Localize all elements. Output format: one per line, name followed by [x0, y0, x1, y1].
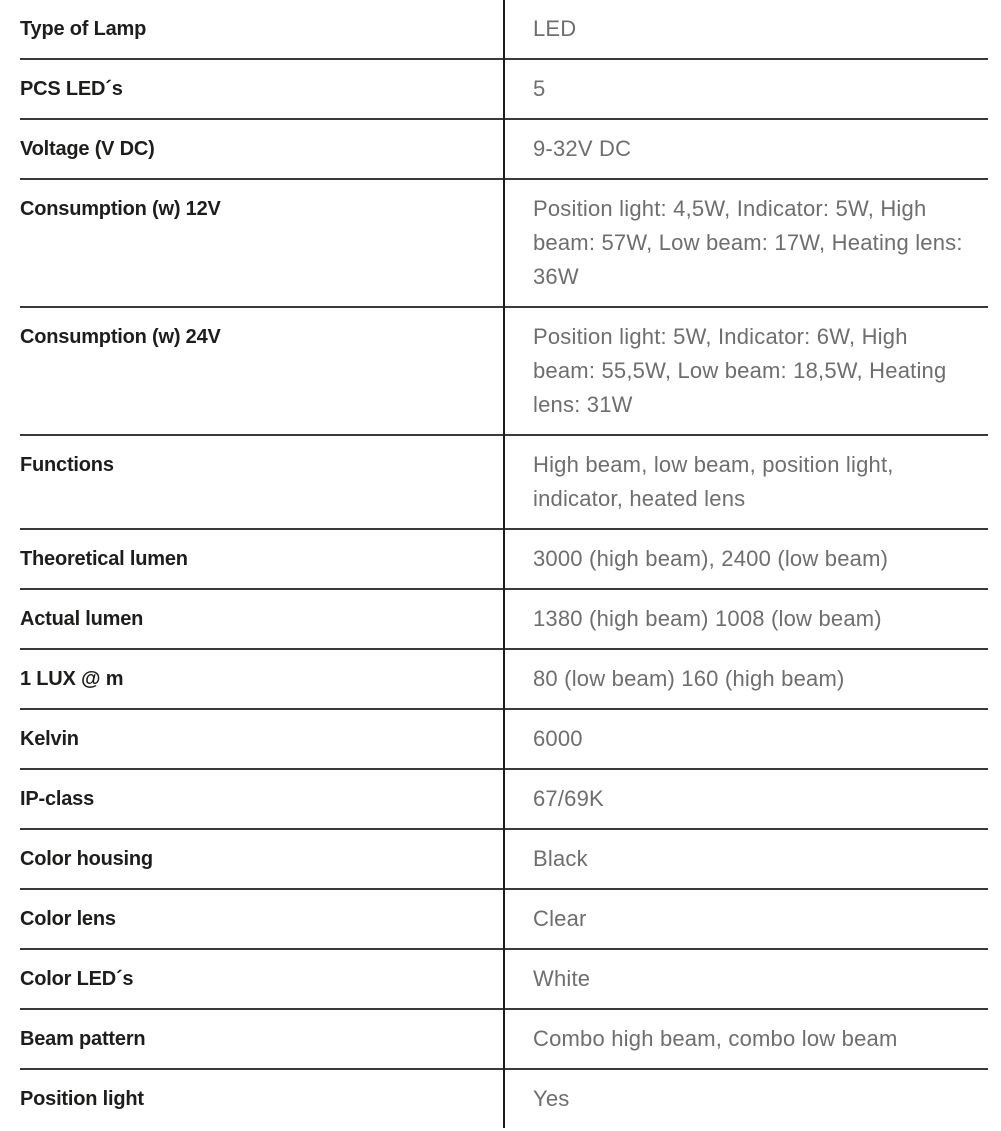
spec-value-cell	[503, 448, 973, 516]
spec-value-cell	[503, 192, 973, 294]
spec-label: Consumption (w) 24V	[20, 326, 221, 348]
spec-label: Theoretical lumen	[20, 548, 188, 570]
spec-label: Color housing	[20, 848, 153, 870]
spec-value-cell	[503, 842, 588, 876]
spec-value-cell	[503, 12, 576, 46]
spec-label: PCS LED´s	[20, 78, 123, 100]
spec-value-cell	[503, 602, 882, 636]
spec-value-cell	[503, 320, 973, 422]
spec-value-cell	[503, 1022, 898, 1056]
spec-value-cell	[503, 722, 583, 756]
spec-value-cell	[503, 542, 888, 576]
spec-label: Voltage (V DC)	[20, 138, 155, 160]
spec-label: Position light	[20, 1088, 144, 1110]
spec-value: High beam, low beam, position light, indicator, heated lens	[533, 452, 894, 511]
spec-value: Combo high beam, combo low beam	[533, 1026, 898, 1051]
spec-value-cell	[503, 782, 604, 816]
spec-value-cell	[503, 72, 545, 106]
spec-value-cell	[503, 962, 590, 996]
spec-label: Consumption (w) 12V	[20, 198, 221, 220]
spec-label: Type of Lamp	[20, 18, 147, 40]
spec-value: 3000 (high beam), 2400 (low beam)	[533, 546, 889, 571]
spec-value: 9-32V DC	[533, 136, 632, 161]
spec-value: 6000	[533, 726, 583, 751]
spec-label: Kelvin	[20, 728, 79, 750]
spec-value: Black	[533, 846, 588, 871]
spec-value: 67/69K	[533, 786, 604, 811]
spec-label: Functions	[20, 454, 114, 476]
spec-value: 80 (low beam) 160 (high beam)	[533, 666, 845, 691]
spec-value: Position light: 5W, Indicator: 6W, High beam: 55,5W, Low beam: 18,5W, Heating lens: 31W	[533, 324, 947, 417]
spec-value: White	[533, 966, 591, 991]
column-divider	[503, 0, 505, 1128]
spec-value-cell	[503, 1082, 570, 1116]
spec-label: Color LED´s	[20, 968, 134, 990]
spec-value-cell	[503, 662, 845, 696]
spec-value: 1380 (high beam) 1008 (low beam)	[533, 606, 882, 631]
spec-value: Yes	[533, 1086, 570, 1111]
spec-table	[20, 0, 988, 1128]
spec-label: Color lens	[20, 908, 116, 930]
spec-label: Actual lumen	[20, 608, 144, 630]
spec-label: 1 LUX @ m	[20, 668, 124, 690]
spec-value: LED	[533, 16, 577, 41]
spec-value-cell	[503, 132, 631, 166]
spec-value: Position light: 4,5W, Indicator: 5W, High beam: 57W, Low beam: 17W, Heating lens: 36W	[533, 196, 963, 289]
spec-label: Beam pattern	[20, 1028, 146, 1050]
spec-value: Clear	[533, 906, 587, 931]
spec-value: 5	[533, 76, 546, 101]
spec-value-cell	[503, 902, 587, 936]
spec-label: IP-class	[20, 788, 95, 810]
